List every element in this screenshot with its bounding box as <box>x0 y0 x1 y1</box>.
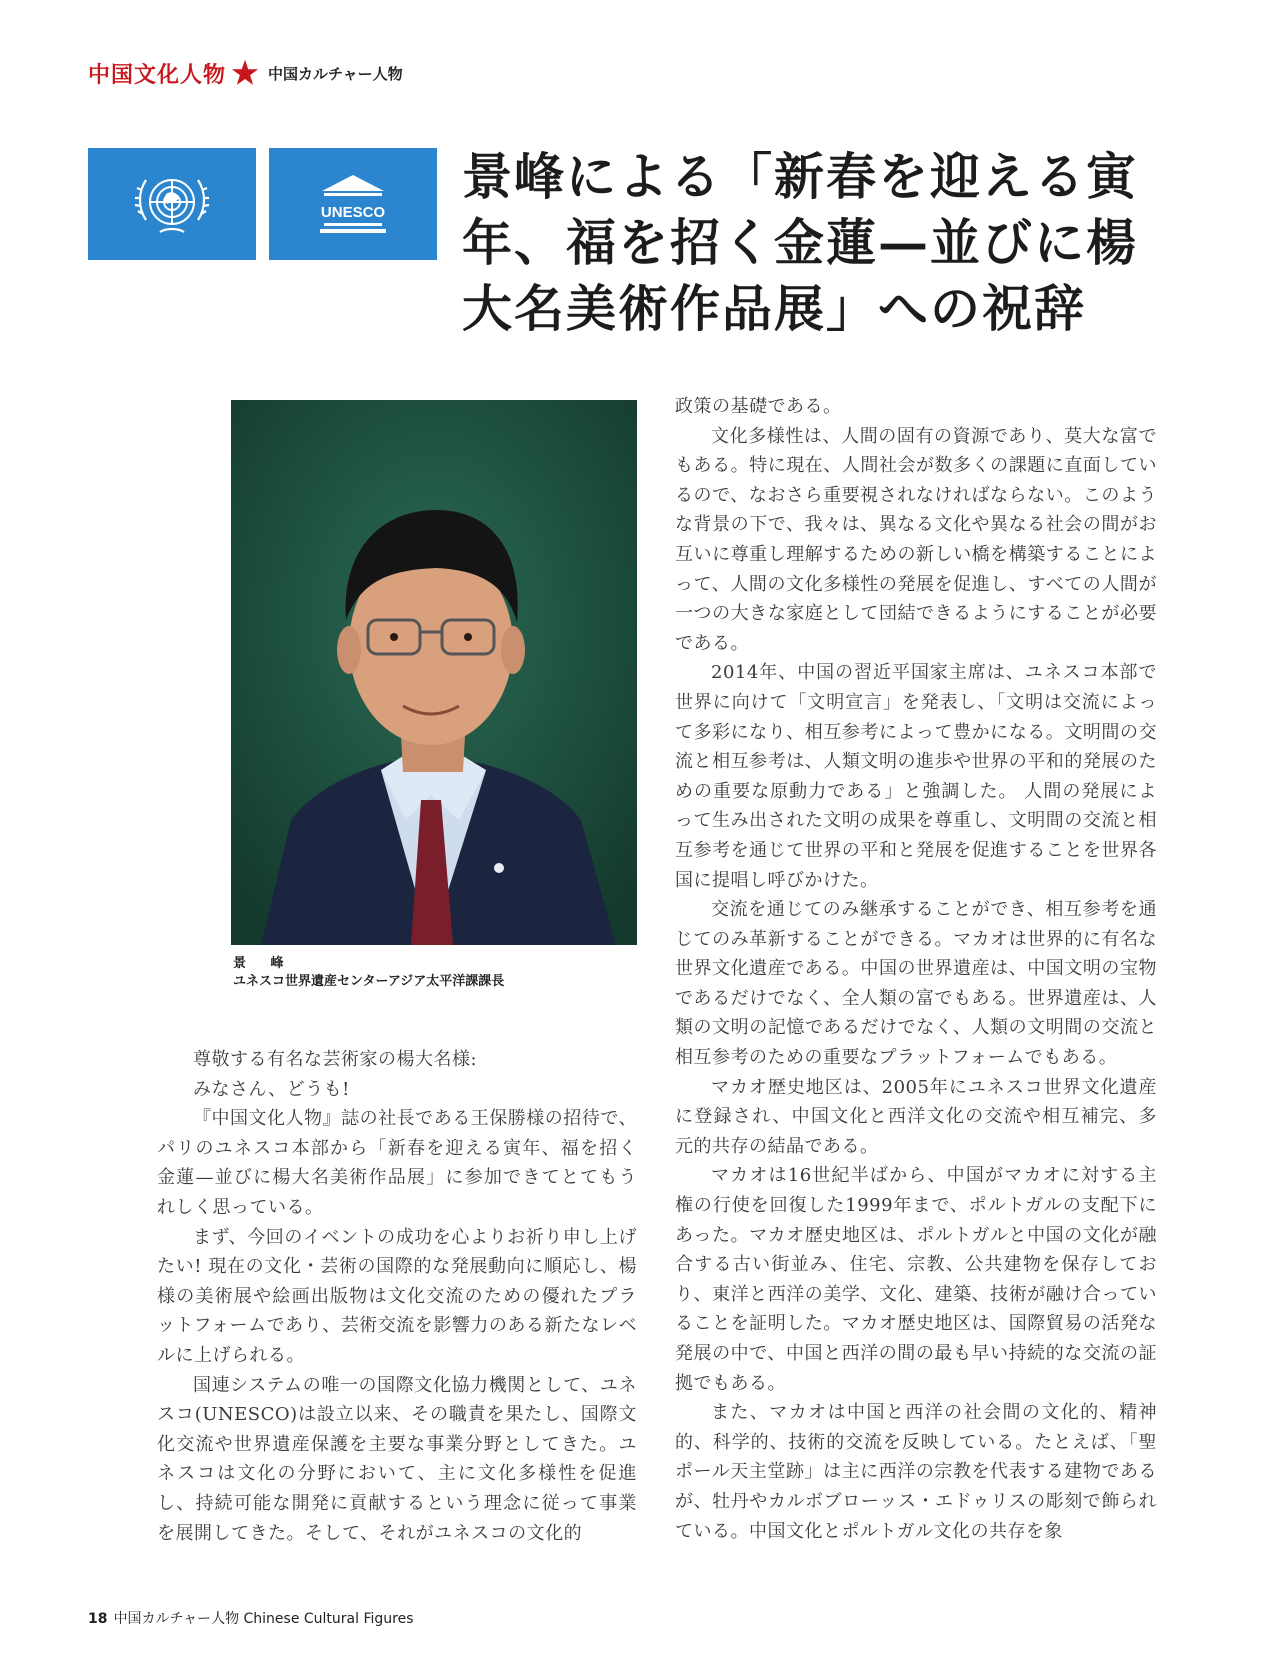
magazine-header <box>88 58 403 88</box>
paragraph: 文化多様性は、人間の固有の資源であり、莫大な富でもある。特に現在、人間社会が数多くの課題に直面しているので、なおさら重要視されなければならない。このような背景の下で、我々は、異なる文化や異なる社会の間がお互いに尊重し理解するための新しい橋を構築することによって、人間の文化多様性の発展を促進し、すべての人間が一つの大きな家庭として団結できるようにすることが必要である。 <box>675 425 1157 654</box>
un-emblem-icon <box>130 164 214 244</box>
body-column-right <box>675 392 1157 1546</box>
paragraph: 国連システムの唯一の国際文化協力機関として、ユネスコ(UNESCO)は設立以来、その職責を果たし、国際文化交流や世界遺産保護を主要な事業分野としてきた。ユネスコは文化の分野において、主に文化多様性を促進し、持続可能な開発に貢献するという理念に従って事業を展開してきた。そして、それがユネスコの文化的 <box>157 1374 637 1544</box>
unesco-wordmark: UNESCO <box>320 204 386 221</box>
caption-name: 景 峰 <box>233 956 294 971</box>
caption-role: ユネスコ世界遺産センターアジア太平洋課課長 <box>233 974 505 989</box>
paragraph: マカオ歴史地区は、2005年にユネスコ世界文化遺産に登録され、中国文化と西洋文化の交流や相互補完、多元的共存の結晶である。 <box>675 1076 1157 1157</box>
portrait-photo <box>231 400 637 945</box>
paragraph: 尊敬する有名な芸術家の楊大名様: <box>193 1049 478 1070</box>
photo-caption <box>233 955 504 991</box>
title-line-2: 年、福を招く金蓮—並びに楊 <box>462 213 1138 272</box>
body-column-left <box>157 1045 637 1548</box>
red-star-icon <box>230 58 260 88</box>
paragraph: 政策の基礎である。 <box>675 396 842 417</box>
article-title <box>462 144 1162 342</box>
paragraph: マカオは16世紀半ばから、中国がマカオに対する主権の行使を回復した1999年まで、ポルトガルの支配下にあった。マカオ歴史地区は、ポルトガルと中国の文化が融合する古い街並み、住宅、宗教、公共建物を保存しており、東洋と西洋の美学、文化、建築、技術が融け合っていることを証明した。マカオ歴史地区は、国際貿易の活発な発展の中で、中国と西洋の間の最も早い持続的な交流の証拠でもある。 <box>675 1165 1157 1394</box>
unesco-logo <box>269 148 437 260</box>
un-logo <box>88 148 256 260</box>
title-line-1: 景峰による「新春を迎える寅 <box>462 147 1138 206</box>
paragraph: 『中国文化人物』誌の社長である王保勝様の招待で、パリのユネスコ本部から「新春を迎える寅年、福を招く金蓮—並びに楊大名美術作品展」に参加できてとてもうれしく思っている。 <box>157 1108 637 1218</box>
magazine-brand-chinese: 中国文化人物 <box>88 61 227 88</box>
page-number: 18 <box>88 1611 108 1627</box>
footer-text: 中国カルチャー人物 Chinese Cultural Figures <box>113 1611 414 1627</box>
portrait-illustration <box>231 400 637 945</box>
unesco-temple-icon <box>318 169 388 239</box>
magazine-brand-japanese: 中国カルチャー人物 <box>268 64 403 83</box>
title-line-3: 大名美術作品展」への祝辞 <box>462 279 1086 338</box>
paragraph: まず、今回のイベントの成功を心よりお祈り申し上げたい! 現在の文化・芸術の国際的な発展動向に順応し、楊様の美術展や絵画出版物は文化交流のための優れたプラットフォームであり、芸術交流を影響力のある新たなレベルに上げられる。 <box>157 1226 637 1366</box>
paragraph: 2014年、中国の習近平国家主席は、ユネスコ本部で世界に向けて「文明宣言」を発表し、「文明は交流によって多彩になり、相互参考によって豊かになる。文明間の交流と相互参考は、人類文明の進歩や世界の平和的発展のための重要な原動力である」と強調した。 人間の発展によって生み出された文明の成果を尊重し、文明間の交流と相互参考を通じて世界の平和と発展を促進することを世界各国に提唱し呼びかけた。 <box>675 662 1157 891</box>
paragraph: また、マカオは中国と西洋の社会間の文化的、精神的、科学的、技術的交流を反映している。たとえば、「聖ポール天主堂跡」は主に西洋の宗教を代表する建物であるが、牡丹やカルボブローッス・エドゥリスの彫刻で飾られている。中国文化とポルトガル文化の共存を象 <box>675 1402 1157 1542</box>
paragraph: みなさん、どうも! <box>193 1078 350 1100</box>
paragraph: 交流を通じてのみ継承することができ、相互参考を通じてのみ革新することができる。マカオは世界的に有名な世界文化遺産である。中国の世界遺産は、中国文明の宝物であるだけでなく、全人類の富でもある。世界遺産は、人類の文明の記憶であるだけでなく、人類の文明間の交流と相互参考のための重要なプラットフォームでもある。 <box>675 899 1157 1069</box>
page-footer <box>88 1608 414 1628</box>
